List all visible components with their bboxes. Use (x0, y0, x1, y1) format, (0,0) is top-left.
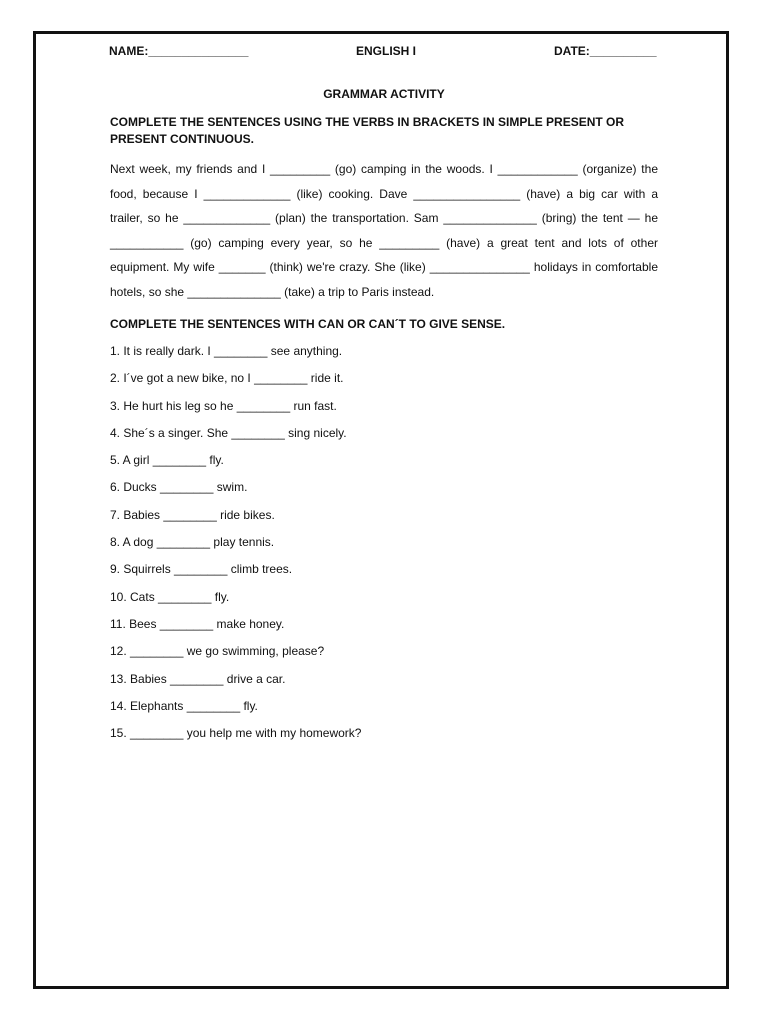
list-item: 3. He hurt his leg so he ________ run fast. (110, 398, 337, 413)
activity-title: GRAMMAR ACTIVITY (323, 87, 445, 101)
list-item: 8. A dog ________ play tennis. (110, 535, 275, 550)
list-item: 9. Squirrels ________ climb trees. (110, 562, 293, 577)
course-title: ENGLISH I (356, 44, 417, 58)
name-field[interactable]: NAME:_______________ (109, 44, 249, 58)
list-item: 10. Cats ________ fly. (110, 589, 230, 604)
list-item: 12. ________ we go swimming, please? (110, 644, 325, 659)
list-item: 1. It is really dark. I ________ see anything. (110, 344, 343, 358)
section2-instruction: COMPLETE THE SENTENCES WITH CAN OR CAN´T TO GIVE SENSE. (110, 317, 506, 331)
worksheet-header (0, 44, 768, 62)
section1-paragraph: Next week, my friends and I _________ (go) camping in the woods. I ____________ (organize) the food, because I _____________ (like) cooking. Dave ________________ (have) a big car with a trailer, so he _____________ (plan) the transportation. Sam ______________ (bring) the tent — he ___________ (go) camping every year, so he _________ (have) a great tent and lots of other equipment. My wife _______ (think) we're crazy. She (like) _______________ holidays in comfortable hotels, so she ______________ (take) a trip to Paris instead. (110, 162, 658, 299)
list-item: 6. Ducks ________ swim. (110, 480, 248, 495)
section1-instruction: COMPLETE THE SENTENCES USING THE VERBS IN BRACKETS IN SIMPLE PRESENT OR PRESENT CONTINUOUS. (110, 115, 625, 146)
list-item: 7. Babies ________ ride bikes. (110, 507, 275, 522)
list-item: 11. Bees ________ make honey. (110, 616, 285, 631)
section2-list (110, 341, 361, 750)
list-item: 14. Elephants ________ fly. (110, 698, 258, 713)
list-item: 15. ________ you help me with my homework? (110, 726, 362, 741)
list-item: 4. She´s a singer. She ________ sing nicely. (110, 425, 347, 440)
list-item: 5. A girl ________ fly. (110, 453, 224, 468)
list-item: 13. Babies ________ drive a car. (110, 671, 286, 686)
list-item: 2. I´ve got a new bike, no I ________ ride it. (110, 371, 344, 386)
date-field[interactable]: DATE:__________ (554, 44, 657, 58)
